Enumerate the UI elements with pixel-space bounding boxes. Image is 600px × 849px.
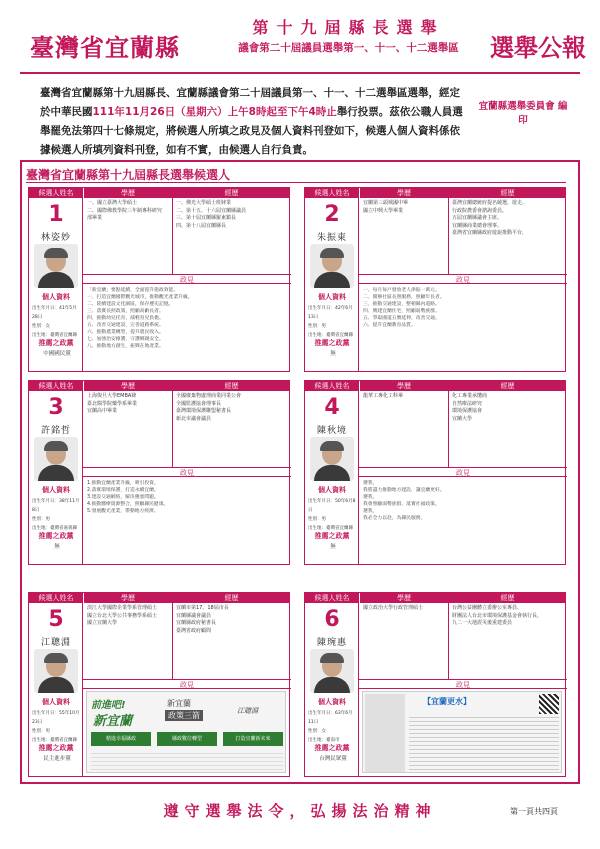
policy-header: 政見 <box>83 679 291 689</box>
education-text: 宜蘭第三頭城國中畢 國立中興大學畢業 <box>363 200 409 214</box>
education-text: 淡江大學國際企業學系管理碩士 國立台北大學公共事務學系碩士 國立宜蘭大學 <box>87 605 158 626</box>
candidate-photo <box>34 649 78 693</box>
experience-text: 臺灣宜蘭總統府提名競選，遊走、 行政院農委會諮詢委員。 五屆宜蘭縣議會主席。 宜蘭縣商業總會理事。 臺灣省宜蘭縣政府遊說推動平台， <box>452 200 528 236</box>
photo-body <box>38 677 74 693</box>
experience-text: 一、佛光大學碩士班肄業 二、第十五、十六屆宜蘭縣議員 三、第十屆宜蘭縣羅東鎮長 四、第十八屆宜蘭縣長 <box>176 200 247 229</box>
party-value: 中國國民黨 <box>43 351 71 357</box>
candidate-number: 2 <box>324 202 340 227</box>
personal-info: 出生年月日：42年6月13日 性別：男 出生地：臺灣省宜蘭縣 <box>308 306 353 338</box>
personal-header: 個人資料 <box>42 486 70 494</box>
experience-header: 經歷 <box>449 188 566 198</box>
intro-date: 111年11月26日（星期六）上午8時起至下午4時止 <box>92 106 337 118</box>
candidate-photo <box>310 649 354 693</box>
photo-hair <box>320 653 344 663</box>
education-text: 國立政治大學行政管理碩士 <box>363 605 424 611</box>
education-header: 學歷 <box>360 593 448 603</box>
header-title-line1: 第十九屆縣長選舉 <box>252 18 445 37</box>
personal-header: 個人資料 <box>42 698 70 706</box>
policy-header: 政見 <box>83 467 291 477</box>
page-number: 第一頁共四頁 <box>510 807 558 816</box>
experience-text: 宜蘭市第17、18屆市長 宜蘭縣議會議員 宜蘭縣政府秘書長 臺灣省政府顧問 <box>176 605 229 634</box>
ad5-arrow1: 精進幸福縣政 <box>91 732 151 746</box>
experience-header: 經歷 <box>173 381 290 391</box>
party-value: 台灣民眾黨 <box>319 756 347 762</box>
candidate-name-header: 候選人姓名 <box>29 381 83 391</box>
policy-text: 一、每月每戶發放老人津貼一萬元。 二、開辦社區長照服務，照顧年長者。 三、推動交通建設，整頓縣內道路。 四、興建宜蘭住宅，照顧弱勢族群。 五、爭取國道五號延伸，改善交通。 六、提升宜蘭教育品質。 <box>363 288 445 328</box>
intro-text <box>40 84 470 160</box>
ad5-headline1: 前進吧! <box>91 700 126 711</box>
ad5-headline2: 新宜蘭 <box>93 714 133 729</box>
personal-header: 個人資料 <box>42 293 70 301</box>
ad5-body-lines <box>91 750 283 770</box>
policy-text: 選我， 我將盡力推動地方建設，讓宜蘭更好。 選我， 我會照顧弱勢族群，落實社福政策。 選我， 我必全力以赴，為縣民服務。 <box>363 481 445 521</box>
header-divider <box>20 72 580 74</box>
photo-body <box>38 272 74 288</box>
section-title-divider <box>26 182 566 183</box>
photo-hair <box>320 248 344 258</box>
personal-info: 出生年月日：55年10月23日 性別：男 出生地：臺灣省宜蘭縣 <box>32 711 80 743</box>
personal-header: 個人資料 <box>318 293 346 301</box>
candidate-name-header: 候選人姓名 <box>29 188 83 198</box>
ad5-sub2: 政策三箭 <box>165 710 203 721</box>
ad5-signature: 江聰淵 <box>237 707 258 715</box>
header-election-title <box>216 18 481 58</box>
policy-header: 政見 <box>359 274 567 284</box>
footer-slogan: 遵守選舉法令，弘揚法治精神 <box>163 802 437 820</box>
candidate-card <box>28 187 290 372</box>
ad5-sub1: 新宜蘭 <box>167 699 191 708</box>
candidate-card <box>304 187 566 372</box>
photo-body <box>38 465 74 481</box>
party-header: 推薦之政黨 <box>314 532 350 540</box>
candidate-card <box>28 380 290 565</box>
photo-body <box>314 465 350 481</box>
party-header: 推薦之政黨 <box>38 339 74 347</box>
party-header: 推薦之政黨 <box>314 744 350 752</box>
candidate-number: 3 <box>48 395 64 420</box>
candidate-name-header: 候選人姓名 <box>29 593 83 603</box>
qr-code-icon <box>539 694 559 714</box>
party-header: 推薦之政黨 <box>38 744 74 752</box>
candidate-number: 6 <box>324 607 340 632</box>
candidate-name-header: 候選人姓名 <box>305 593 359 603</box>
photo-hair <box>320 441 344 451</box>
candidate-name: 許銘哲 <box>40 426 71 436</box>
personal-header: 個人資料 <box>318 698 346 706</box>
party-value: 民主進步黨 <box>43 756 71 762</box>
personal-info: 出生年月日：41年5月28日 性別：女 出生地：臺灣省宜蘭縣 <box>32 306 77 338</box>
experience-text: 化工專業承攬商 自然療法研究 環境保護協會 宜蘭大學 <box>452 393 488 422</box>
committee-label: 宜蘭縣選舉委員會 編印 <box>478 101 568 126</box>
ad5-arrow2: 縣政數位轉型 <box>157 732 217 746</box>
education-header: 學歷 <box>360 188 448 198</box>
ad6-side-panel <box>365 694 405 772</box>
education-text: 一、國立臺灣大學碩士 二、國際佛教學院三年制專科研究 部畢業 <box>87 200 163 221</box>
header-bulletin: 選舉公報 <box>490 34 586 62</box>
candidate-name-header: 候選人姓名 <box>305 381 359 391</box>
experience-header: 經歷 <box>449 593 566 603</box>
photo-hair <box>44 248 68 258</box>
policy-header: 政見 <box>359 467 567 477</box>
photo-body <box>314 272 350 288</box>
education-text: 龍華工專化工科畢 <box>363 393 404 399</box>
experience-text: 全國廢棄物處理商業同業公會 全國監護協會理事長 臺灣環境保護聯盟秘書長 新北市議會議員 <box>176 393 242 422</box>
candidate-name-header: 候選人姓名 <box>305 188 359 198</box>
intro-part1: 臺灣省宜蘭縣第十九屆縣長、宜蘭縣議會第二十屆議員第一、十一、十二選舉區選舉，經定於中華民國 <box>40 87 460 118</box>
ad6-headline: 【宜蘭更水】 <box>423 697 471 706</box>
party-header: 推薦之政黨 <box>38 532 74 540</box>
party-value: 無 <box>330 544 336 550</box>
experience-header: 經歷 <box>449 381 566 391</box>
education-header: 學歷 <box>84 188 172 198</box>
candidate-name: 林姿妙 <box>40 233 71 243</box>
education-header: 學歷 <box>84 381 172 391</box>
education-text: 上海復旦大學EMBA肄 臺北醫學院藥學系畢業 宜蘭高中畢業 <box>87 393 138 414</box>
candidate-photo <box>34 244 78 288</box>
candidate-number: 5 <box>48 607 64 632</box>
experience-header: 經歷 <box>173 188 290 198</box>
policy-header: 政見 <box>83 274 291 284</box>
photo-body <box>314 677 350 693</box>
candidate-number: 4 <box>324 395 340 420</box>
policy-text: 「新宜蘭」要點延續，全面提升施政效能。 一、打造宜蘭國際觀光城市，推動觀光產業升級。 二、陸續建設文化園區，保存歷史記憶。 三、落實長照政策，照顧高齡長者。 四、推動幼兒托育，減輕育兒負擔。 五、改善交通建設，完善道路系統。 六、推動農業轉型，提升農民收入。 七、加強治安維護，守護鄉親安全。 八、推動地方創生，振興在地產業。 <box>87 288 193 349</box>
party-value: 無 <box>54 544 60 550</box>
candidate-photo <box>310 437 354 481</box>
candidate-card <box>304 380 566 565</box>
party-value: 無 <box>330 351 336 357</box>
policy-text: 1.推動宜蘭產業升級，吸引投資。 2.落實環境保護，打造永續宜蘭。 3.建設交通網絡，解決壅塞問題。 4.推動醫療資源整合，照顧縣民健康。 5.發展觀光產業，帶動地方經濟。 <box>87 481 169 514</box>
header <box>20 14 586 80</box>
photo-hair <box>44 653 68 663</box>
candidate-number: 1 <box>48 202 64 227</box>
header-title-line2: 議會第二十屆議員選舉第一、十一、十二選舉區 <box>238 42 459 54</box>
intro-part2: 舉行投票。茲依公職人員選舉罷免法第四十七條規定，將候選人所填之政見及個人資料刊登如下，候選人個人資料係依據候選人所填列資料刊登，如有不實，由候選人自行負責。 <box>40 106 463 156</box>
ad6-body-lines <box>409 716 559 770</box>
experience-text: 台灣公益團體立委辦公室專員、 財團法人台北市環境保護基金會執行長、 九二一大地震災後重建委員 <box>452 605 543 626</box>
party-header: 推薦之政黨 <box>314 339 350 347</box>
personal-info: 出生年月日：38年11月8日 性別：男 出生地：臺灣省嘉義縣 <box>32 499 80 531</box>
ad5-arrow3: 打造宜蘭新未來 <box>223 732 283 746</box>
photo-hair <box>44 441 68 451</box>
section-title: 臺灣省宜蘭縣第十九屆縣長選舉候選人 <box>26 168 231 182</box>
policy-header: 政見 <box>359 679 567 689</box>
candidate-photo <box>34 437 78 481</box>
candidate-name: 朱振東 <box>316 233 347 243</box>
candidate-photo <box>310 244 354 288</box>
personal-info: 出生年月日：50年6月8日 性別：男 出生地：臺灣省宜蘭縣 <box>308 499 356 531</box>
candidate6-policy-ad <box>362 691 562 773</box>
education-header: 學歷 <box>360 381 448 391</box>
candidate-name: 陳秋境 <box>316 426 347 436</box>
candidate-name: 陳琬惠 <box>316 638 347 648</box>
header-county: 臺灣省宜蘭縣 <box>30 34 180 62</box>
personal-info: 出生年月日：63年6月11日 性別：女 出生地：臺南市 <box>308 711 353 743</box>
experience-header: 經歷 <box>173 593 290 603</box>
candidate5-policy-ad <box>86 691 286 773</box>
candidate-name: 江聰淵 <box>40 638 71 648</box>
personal-header: 個人資料 <box>318 486 346 494</box>
education-header: 學歷 <box>84 593 172 603</box>
